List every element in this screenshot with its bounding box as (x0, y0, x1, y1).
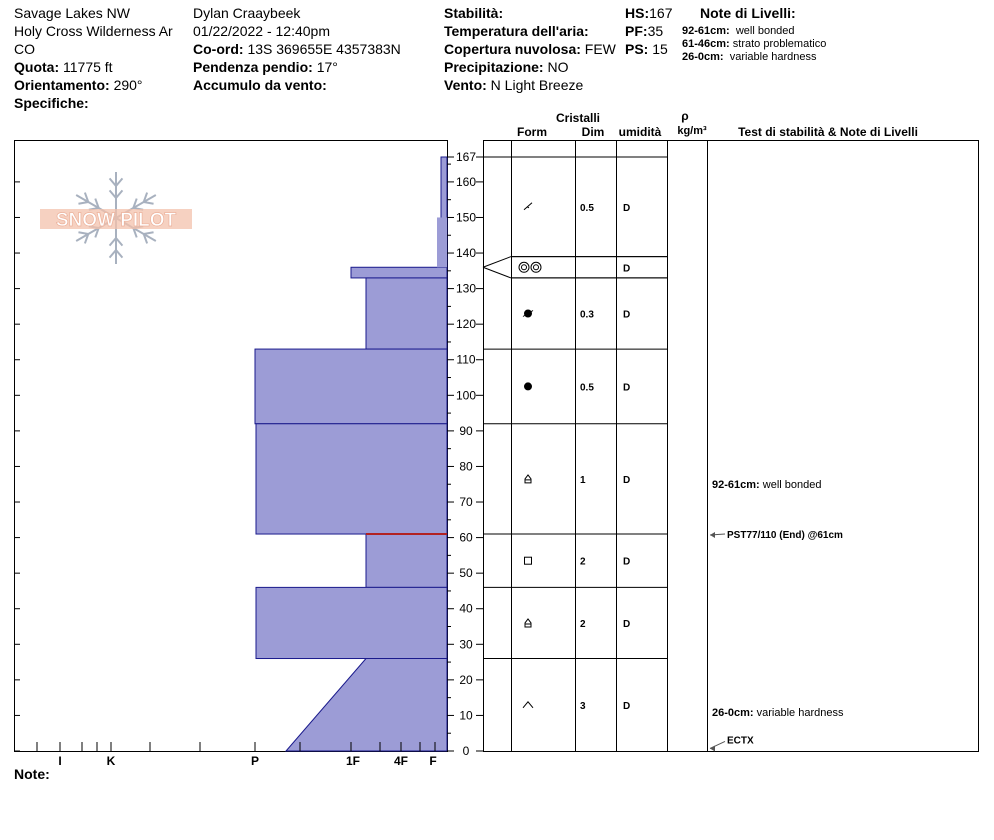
height-tick-label: 150 (455, 210, 477, 225)
elevation-value: 11775 ft (63, 59, 113, 75)
crystal-size: 0.5 (580, 382, 594, 394)
moisture-value: D (623, 474, 631, 486)
observation-datetime: 01/22/2022 - 12:40pm (193, 23, 330, 39)
coord-value: 13S 369655E 4357383N (247, 41, 401, 57)
header-crystals: Cristalli (555, 111, 601, 125)
layer-note-1: 92-61cm: well bonded (682, 25, 795, 37)
crystal-form-depth-hoar (525, 475, 531, 483)
ps-label: PS: (625, 41, 649, 57)
height-tick-label: 140 (455, 246, 477, 261)
height-tick-label: 10 (459, 708, 473, 723)
crystal-form-icon (525, 383, 532, 390)
hardness-tick-label: F (429, 754, 437, 768)
crystal-form-icon (525, 557, 532, 564)
specifics-label: Specifiche: (14, 95, 89, 111)
hardness-tick-label: K (106, 754, 116, 768)
moisture-value: D (623, 700, 631, 712)
slope-label: Pendenza pendio: (193, 59, 313, 75)
crystal-form-icon (523, 310, 533, 317)
height-tick-label: 30 (459, 637, 473, 652)
crystal-size: 3 (580, 700, 586, 712)
note-arrowhead (710, 745, 715, 751)
wind-label: Vento: (444, 77, 487, 93)
height-tick-label: 20 (459, 672, 473, 687)
moisture-value: D (623, 263, 631, 275)
height-tick-label: 167 (455, 150, 477, 164)
profile-table-frame (484, 141, 979, 752)
crystal-form-rounded (525, 383, 532, 390)
crystal-form-surface-hoar (531, 262, 541, 272)
slope-value: 17° (316, 59, 338, 75)
moisture-value: D (623, 309, 631, 321)
height-tick-label: 90 (459, 423, 473, 438)
crystal-form-depth-hoar (525, 619, 531, 627)
header-form: Form (517, 125, 547, 139)
header-size: Dim (581, 125, 605, 139)
height-tick-label: 110 (456, 352, 476, 367)
crystal-form-icon (525, 619, 531, 627)
height-tick-label: 70 (459, 495, 473, 510)
pf-value: 35 (647, 23, 664, 39)
layer-bar (256, 424, 447, 534)
layer-bar (351, 267, 447, 278)
crystal-size: 1 (580, 474, 586, 486)
header-moisture: umidità (618, 125, 662, 139)
layer-note-text: well bonded (762, 479, 822, 492)
crystal-form-icon (519, 262, 541, 272)
precip-label: Precipitazione: (444, 59, 544, 75)
height-tick-label: 130 (455, 281, 477, 296)
height-tick-label: 160 (455, 174, 477, 189)
height-tick-label: 100 (455, 388, 477, 403)
stability-notes (710, 479, 844, 751)
crystal-form-decomposing (524, 203, 532, 210)
hs-value: 167 (649, 5, 673, 21)
flake-branch (144, 202, 154, 204)
height-tick-label: 40 (459, 601, 473, 616)
header-density-unit: kg/m³ (677, 125, 707, 137)
stability-test-label: PST77/110 (End) @61cm (727, 530, 843, 542)
crystal-form-icon (523, 702, 533, 708)
header-rho: ρ (681, 109, 689, 123)
layer-bar (255, 349, 447, 424)
height-tick-label: 50 (459, 566, 473, 581)
row-connector (483, 257, 511, 268)
crystal-form-surface-hoar (534, 265, 539, 270)
crystal-form-decomposing (527, 207, 529, 208)
layer-bar (286, 659, 447, 751)
precip-value: NO (547, 59, 569, 75)
observer-name: Dylan Craaybeek (193, 5, 301, 21)
crystal-form-crust (523, 702, 533, 708)
air-temp-label: Temperatura dell'aria: (444, 23, 589, 39)
crystal-size: 2 (580, 618, 586, 630)
hardness-tick-label: 4F (393, 754, 409, 768)
height-tick-label: 80 (459, 459, 473, 474)
layer-notes-title: Note di Livelli: (700, 5, 796, 21)
ps-value: 15 (652, 41, 668, 57)
layer-note-range: 26-0cm: (712, 706, 757, 719)
wind-loading-label: Accumulo da vento: (193, 77, 327, 93)
hardness-tick-label: 1F (345, 754, 361, 768)
aspect-value: 290° (113, 77, 143, 93)
height-tick-label: 0 (462, 744, 470, 758)
layer-note-label (712, 707, 844, 719)
pf-label: PF: (625, 23, 648, 39)
cloud-label: Copertura nuvolosa: (444, 41, 581, 57)
stability-test-label: ECTX (727, 735, 754, 747)
location-area: Holy Cross Wilderness Ar (14, 23, 173, 39)
wind-value: N Light Breeze (490, 77, 584, 93)
stability-label: Stabilità: (444, 5, 504, 21)
coord-label: Co-ord: (193, 41, 244, 57)
crystal-size: 0.5 (580, 202, 594, 214)
height-tick-label: 60 (459, 530, 473, 545)
layer-bar (256, 587, 447, 658)
crystal-form-surface-hoar (522, 265, 527, 270)
moisture-value: D (623, 618, 631, 630)
note-arrowhead (710, 532, 715, 538)
layer-note-3: 26-0cm: variable hardness (682, 51, 817, 63)
crystal-size: 2 (580, 556, 586, 568)
flake-branch (144, 232, 154, 234)
crystal-form-surface-hoar (519, 262, 529, 272)
flake-branch (78, 232, 88, 234)
location-name: Savage Lakes NW (14, 5, 130, 21)
snowpilot-logo (40, 172, 192, 264)
logo-text: SNOW PILOT (55, 210, 177, 231)
cloud-value: FEW (584, 41, 616, 57)
layer-note-2: 61-46cm: strato problematico (682, 38, 827, 50)
hardness-tick-label: I (58, 754, 62, 768)
flake-branch (78, 202, 88, 204)
crystal-form-icon (524, 203, 532, 210)
hs-label: HS: (625, 5, 650, 21)
layer-note-label (712, 479, 821, 491)
layer-bar (437, 217, 447, 267)
hardness-layers (255, 157, 447, 751)
crystal-size: 0.3 (580, 309, 594, 321)
layer-note-range: 92-61cm: (712, 479, 763, 492)
crystal-form-icon (525, 475, 531, 483)
footer-note-label: Note: (14, 766, 50, 782)
layer-bar (366, 278, 447, 349)
moisture-value: D (623, 556, 631, 568)
crystal-form-faceted (525, 557, 532, 564)
moisture-value: D (623, 202, 631, 214)
layer-note-text: variable hardness (756, 706, 844, 719)
height-tick-label: 120 (455, 317, 477, 332)
hardness-tick-label: P (250, 754, 260, 768)
moisture-value: D (623, 382, 631, 394)
row-connector (483, 267, 511, 278)
aspect-label: Orientamento: (14, 77, 110, 93)
header-tests-notes: Test di stabilità & Note di Livelli (738, 125, 918, 139)
layer-bar (366, 534, 447, 587)
location-state: CO (14, 41, 35, 57)
elevation-label: Quota: (14, 59, 60, 75)
